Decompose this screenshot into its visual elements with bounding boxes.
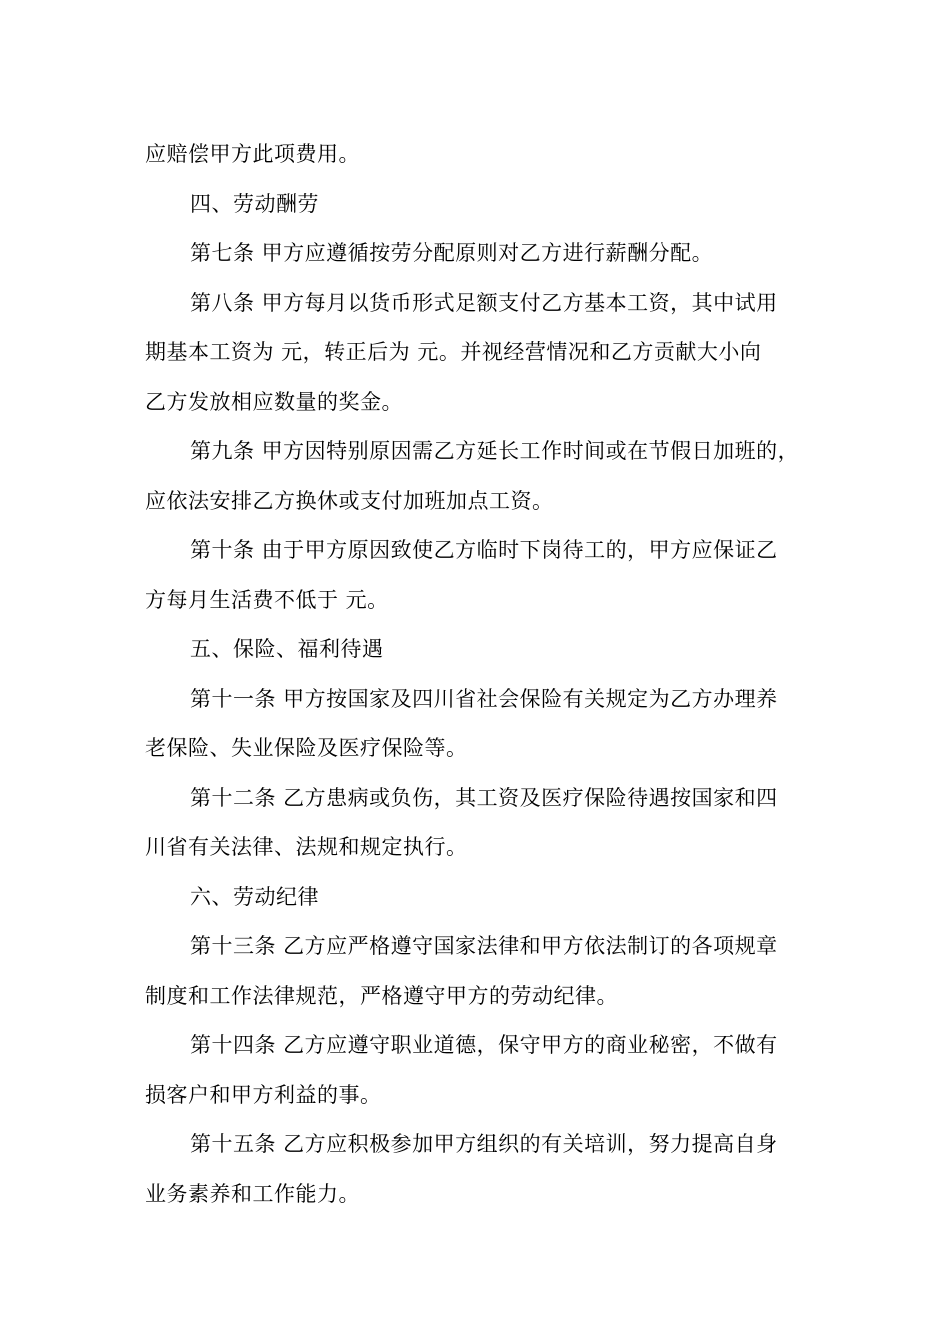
text-line: 应赔偿甲方此项费用。	[145, 142, 360, 166]
section-heading-discipline: 六、劳动纪律	[190, 884, 319, 909]
article-15-line-2: 业务素养和工作能力。	[145, 1181, 360, 1206]
article-13-line-1: 第十三条 乙方应严格遵守国家法律和甲方依法制订的各项规章	[190, 934, 778, 958]
article-9-line-2: 应依法安排乙方换休或支付加班加点工资。	[145, 488, 554, 513]
article-11-line-1: 第十一条 甲方按国家及四川省社会保险有关规定为乙方办理养	[190, 686, 778, 711]
article-11-line-2: 老保险、失业保险及医疗保险等。	[145, 736, 468, 760]
article-12-line-2: 川省有关法律、法规和规定执行。	[145, 835, 468, 859]
article-8-line-1: 第八条 甲方每月以货币形式足额支付乙方基本工资，其中试用	[190, 290, 778, 315]
article-10-line-2: 方每月生活费不低于 元。	[145, 587, 389, 612]
article-10-line-1: 第十条 由于甲方原因致使乙方临时下岗待工的，甲方应保证乙	[190, 538, 778, 562]
article-14-line-2: 损客户和甲方利益的事。	[145, 1082, 382, 1107]
article-8-line-2: 期基本工资为 元，转正后为 元。并视经营情况和乙方贡献大小向	[145, 340, 762, 364]
article-7: 第七条 甲方应遵循按劳分配原则对乙方进行薪酬分配。	[190, 241, 714, 265]
document-body	[145, 130, 825, 1219]
article-9-line-1: 第九条 甲方因特别原因需乙方延长工作时间或在节假日加班的，	[190, 439, 800, 463]
article-14-line-1: 第十四条 乙方应遵守职业道德，保守甲方的商业秘密，不做有	[190, 1033, 778, 1057]
section-heading-insurance: 五、保险、福利待遇	[190, 637, 384, 661]
article-13-line-2: 制度和工作法律规范，严格遵守甲方的劳动纪律。	[145, 983, 618, 1008]
article-15-line-1: 第十五条 乙方应积极参加甲方组织的有关培训，努力提高自身	[190, 1132, 778, 1156]
article-12-line-1: 第十二条 乙方患病或负伤，其工资及医疗保险待遇按国家和四	[190, 785, 778, 810]
article-8-line-3: 乙方发放相应数量的奖金。	[145, 389, 403, 414]
section-heading-remuneration: 四、劳动酬劳	[190, 191, 319, 216]
